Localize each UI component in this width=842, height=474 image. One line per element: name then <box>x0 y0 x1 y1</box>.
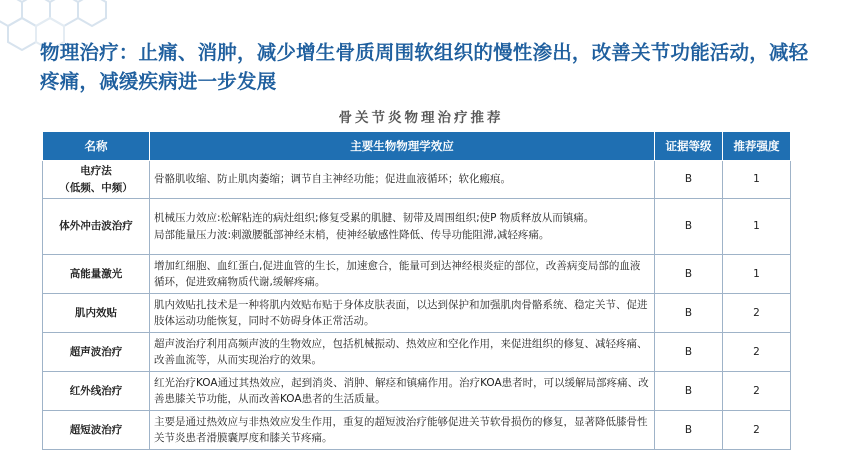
recommendation-strength: 1 <box>723 199 791 255</box>
therapy-effect: 红光治疗KOA通过其热效应，起到消炎、消肿、解痉和镇痛作用。治疗KOA患者时，可以缓解局部疼痛、改善患膝关节功能，从而改善KOA患者的生活质量。 <box>150 372 655 411</box>
evidence-level: B <box>655 255 723 294</box>
table-row <box>43 199 791 255</box>
therapy-effect: 超声波治疗利用高频声波的生物效应，包括机械振动、热效应和空化作用，来促进组织的修复、减轻疼痛、改善血流等，从而实现治疗的效果。 <box>150 333 655 372</box>
therapy-effect <box>150 199 655 255</box>
therapy-effect: 增加红细胞、血红蛋白,促进血管的生长，加速愈合，能量可到达神经根炎症的部位，改善病变局部的血液循环，促进致痛物质代谢,缓解疼痛。 <box>150 255 655 294</box>
recommendation-strength: 2 <box>723 411 791 450</box>
therapy-effect-line: 机械压力效应:松解粘连的病灶组织;修复受累的肌腱、韧带及周围组织;使P 物质释放从而镇痛。 局部能量压力波:刺激腰骶部神经末梢，使神经敏感性降低、传导功能阻滞,减轻疼痛。 <box>154 212 595 241</box>
table-header-row <box>43 132 791 161</box>
recommendation-strength: 2 <box>723 372 791 411</box>
evidence-level: B <box>655 411 723 450</box>
therapy-name-cell <box>43 161 150 199</box>
therapy-name-sub: （低频、中频） <box>59 181 133 194</box>
therapy-name: 红外线治疗 <box>43 372 150 411</box>
physical-therapy-table <box>42 131 791 450</box>
recommendation-strength: 2 <box>723 294 791 333</box>
therapy-effect: 主要是通过热效应与非热效应发生作用，重复的超短波治疗能够促进关节软骨损伤的修复，显著降低膝骨性关节炎患者滑膜囊厚度和膝关节疼痛。 <box>150 411 655 450</box>
header-effect: 主要生物物理学效应 <box>150 132 655 161</box>
therapy-effect: 骨骼肌收缩、防止肌肉萎缩；调节自主神经功能；促进血液循环；软化瘢痕。 <box>150 161 655 199</box>
therapy-name: 超声波治疗 <box>43 333 150 372</box>
table-row <box>43 161 791 199</box>
table-row <box>43 411 791 450</box>
evidence-level: B <box>655 161 723 199</box>
header-name: 名称 <box>43 132 150 161</box>
recommendation-strength: 1 <box>723 255 791 294</box>
header-evidence-level: 证据等级 <box>655 132 723 161</box>
table-row <box>43 372 791 411</box>
recommendation-strength: 1 <box>723 161 791 199</box>
evidence-level: B <box>655 372 723 411</box>
therapy-name: 高能量激光 <box>43 255 150 294</box>
therapy-name: 超短波治疗 <box>43 411 150 450</box>
therapy-effect: 肌内效贴扎技术是一种将肌内效贴布贴于身体皮肤表面，以达到保护和加强肌肉骨骼系统、稳定关节、促进肢体运动功能恢复，同时不妨碍身体正常活动。 <box>150 294 655 333</box>
evidence-level: B <box>655 294 723 333</box>
therapy-name: 体外冲击波治疗 <box>43 199 150 255</box>
therapy-name: 电疗法 <box>80 165 112 177</box>
slide-title: 物理治疗：止痛、消肿，减少增生骨质周围软组织的慢性渗出，改善关节功能活动，减轻疼痛，减缓疾病进一步发展 <box>40 41 809 93</box>
header-recommendation-strength: 推荐强度 <box>723 132 791 161</box>
evidence-level: B <box>655 199 723 255</box>
evidence-level: B <box>655 333 723 372</box>
table-row <box>43 294 791 333</box>
table-row <box>43 255 791 294</box>
table-row <box>43 333 791 372</box>
recommendation-strength: 2 <box>723 333 791 372</box>
therapy-name: 肌内效贴 <box>43 294 150 333</box>
table-caption: 骨关节炎物理治疗推荐 <box>338 110 504 126</box>
